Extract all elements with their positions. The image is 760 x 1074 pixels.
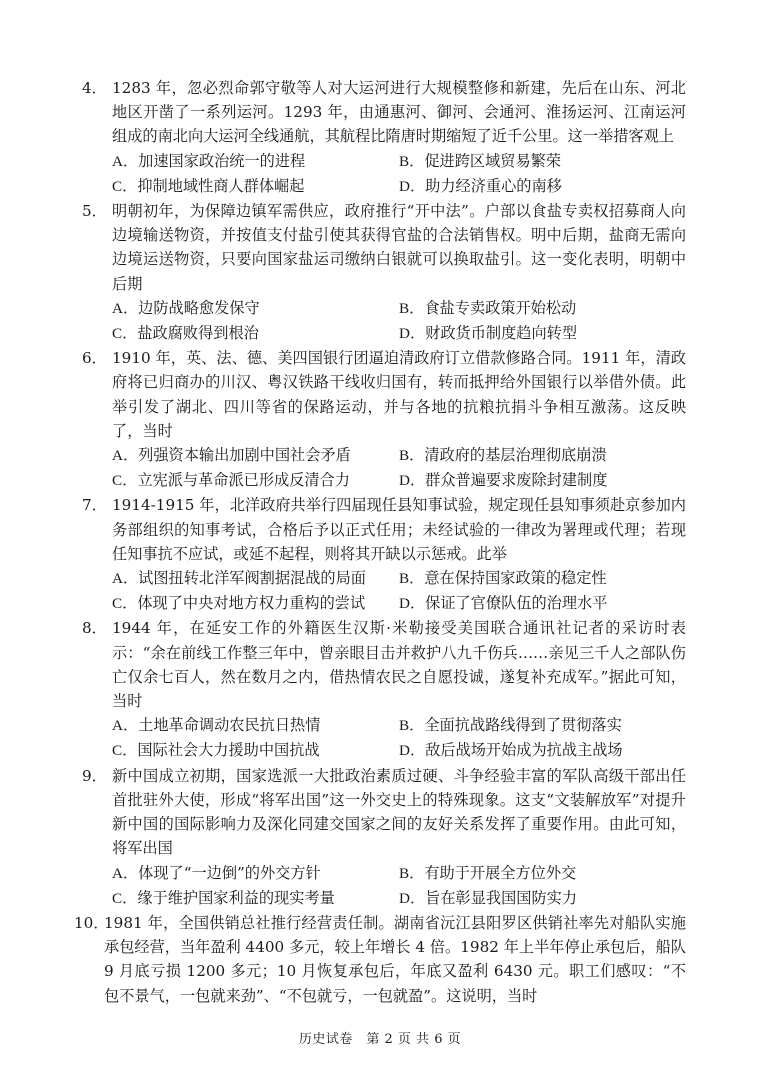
option-d: D．旨在彰显我国国防实力 bbox=[399, 888, 578, 907]
option-d: D．敌后战场开始成为抗战主战场 bbox=[399, 741, 623, 760]
question-7 bbox=[82, 493, 686, 616]
option-d: D．财政货币制度趋向转型 bbox=[399, 324, 578, 343]
question-stem: 1910 年，英、法、德、美四国银行团逼迫清政府订立借款修路合同。1911 年，清政府将已归商办的川汉、粤汉铁路干线收归国有，转而抵押给外国银行以举借外债。此举引发了湖北、四川等省的保路运动，并与各地的抗粮抗捐斗争相互激荡。这反映了，当时 bbox=[112, 349, 686, 440]
question-number: 9． bbox=[82, 766, 107, 785]
question-stem: 新中国成立初期，国家选派一大批政治素质过硬、斗争经验丰富的军队高级干部出任首批驻外大使，形成“将军出国”这一外交史上的特殊现象。这支“文装解放军”对提升新中国的国际影响力及深化同建交国家之间的友好关系发挥了重要作用。由此可知，将军出国 bbox=[112, 766, 686, 858]
option-a: A．列强资本输出加剧中国社会矛盾 bbox=[112, 446, 351, 465]
options bbox=[82, 713, 686, 763]
option-c: C．缘于维护国家利益的现实考量 bbox=[112, 888, 335, 907]
option-b: B．促进跨区域贸易繁荣 bbox=[399, 151, 562, 170]
question-stem: 1283 年，忽必烈命郭守敬等人对大运河进行大规模整修和新建，先后在山东、河北地区开凿了一系列运河。1293 年，由通惠河、御河、会通河、淮扬运河、江南运河组成的南北向大运河全线通航，其航程比隋唐时期缩短了近千公里。这一举措客观上 bbox=[112, 79, 686, 146]
options bbox=[82, 443, 686, 493]
question-number: 6． bbox=[82, 349, 107, 368]
question-stem: 1944 年，在延安工作的外籍医生汉斯·米勒接受美国联合通讯社记者的采访时表示：“余在前线工作整三年中，曾亲眼目击并救护八九千伤兵……亲见三千人之部队伤亡仅余七百人，然在数月之内，借热情农民之自愿投诚，遂复补充成军。”据此可知，当时 bbox=[112, 619, 686, 711]
option-b: B．意在保持国家政策的稳定性 bbox=[399, 569, 607, 588]
option-b: B．全面抗战路线得到了贯彻落实 bbox=[399, 716, 622, 735]
options bbox=[82, 149, 686, 199]
option-a: A．试图扭转北洋军阀割据混战的局面 bbox=[112, 569, 366, 588]
question-number: 4． bbox=[82, 79, 107, 97]
option-d: D．助力经济重心的南移 bbox=[399, 176, 562, 195]
option-c: C．盐政腐败得到根治 bbox=[112, 324, 259, 343]
option-b: B．有助于开展全方位外交 bbox=[399, 863, 577, 882]
options bbox=[82, 296, 686, 346]
option-b: B．食盐专卖政策开始松动 bbox=[399, 298, 577, 317]
option-b: B．清政府的基层治理彻底崩溃 bbox=[399, 446, 607, 465]
question-number: 8． bbox=[82, 619, 107, 638]
question-5 bbox=[82, 199, 686, 346]
options bbox=[82, 861, 686, 911]
question-stem: 1914-1915 年，北洋政府共举行四届现任县知事试验，规定现任县知事须赴京参加内务部组织的知事考试，合格后予以正式任用；未经试验的一律改为署理或代理；若现任知事抗不应试，或延不起程，则将其开缺以示惩戒。此举 bbox=[112, 496, 686, 563]
question-number: 5． bbox=[82, 202, 107, 221]
question-6 bbox=[82, 346, 686, 493]
option-a: A．土地革命调动农民抗日热情 bbox=[112, 716, 321, 735]
question-8 bbox=[82, 616, 686, 763]
option-c: C．国际社会大力援助中国抗战 bbox=[112, 741, 320, 760]
page-footer: 历史试卷 第 2 页 共 6 页 bbox=[298, 1032, 462, 1047]
option-d: D．保证了官僚队伍的治理水平 bbox=[399, 594, 608, 613]
question-number: 10． bbox=[74, 913, 109, 932]
option-c: C．抑制地域性商人群体崛起 bbox=[112, 176, 305, 195]
option-c: C．立宪派与革命派已形成反清合力 bbox=[112, 471, 350, 490]
question-10 bbox=[74, 911, 686, 1008]
option-a: A．加速国家政治统一的进程 bbox=[112, 151, 306, 170]
question-4 bbox=[82, 76, 686, 199]
option-a: A．体现了“一边倒”的外交方针 bbox=[112, 863, 321, 882]
question-9 bbox=[82, 764, 686, 911]
question-number: 7． bbox=[82, 496, 107, 515]
option-a: A．边防战略愈发保守 bbox=[112, 298, 260, 317]
question-stem: 明朝初年，为保障边镇军需供应，政府推行“开中法”。户部以食盐专卖权招募商人向边境输送物资，并按值支付盐引使其获得官盐的合法销售权。明中后期，盐商无需向边境运送物资，只要向国家盐运司缴纳白银就可以换取盐引。这一变化表明，明朝中后期 bbox=[112, 202, 686, 293]
option-c: C．体现了中央对地方权力重构的尝试 bbox=[112, 594, 366, 613]
options bbox=[82, 566, 686, 616]
question-list bbox=[74, 76, 686, 1008]
option-d: D．群众普遍要求废除封建制度 bbox=[399, 471, 608, 490]
question-stem: 1981 年，全国供销总社推行经营责任制。湖南省沅江县阳罗区供销社率先对船队实施承包经营，当年盈利 4400 多元，较上年增长 4 倍。1982 年上半年停止承包后，船队 9 月底亏损 1200 多元；10 月恢复承包后，年底又盈利 6430 元。职工们感叹：“不包不景气，一包就来劲”、“不包就亏，一包就盈”。这说明，当时 bbox=[104, 913, 686, 1005]
